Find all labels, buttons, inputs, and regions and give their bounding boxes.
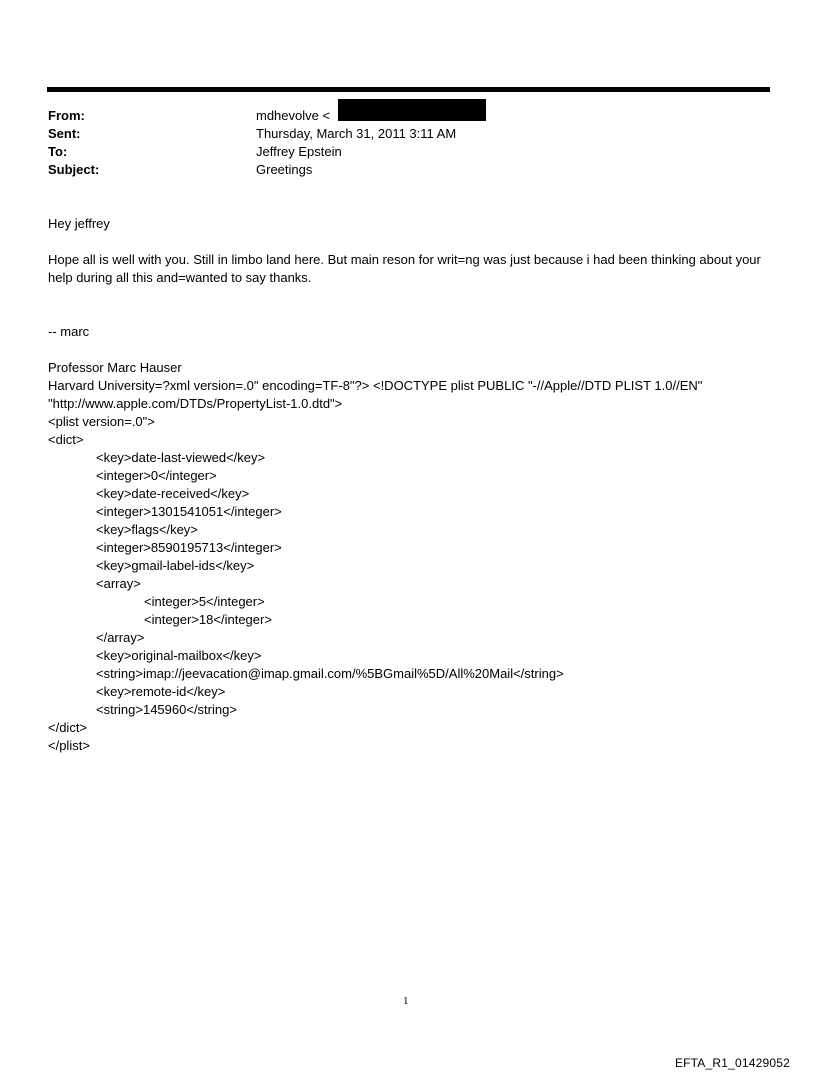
header-rule bbox=[47, 87, 770, 92]
plist-line: <integer>1301541051</integer> bbox=[96, 504, 282, 519]
subject-label: Subject: bbox=[48, 162, 100, 177]
document-id: EFTA_R1_01429052 bbox=[674, 1056, 790, 1070]
plist-line: <array> bbox=[96, 576, 141, 591]
plist-line: <string>imap://jeevacation@imap.gmail.com/%5BGmail%5D/All%20Mail</string> bbox=[96, 666, 564, 681]
plist-line: <integer>5</integer> bbox=[144, 594, 265, 609]
page-number: 1 bbox=[403, 995, 409, 1007]
message-paragraph: Hope all is well with you. Still in limbo land here. But main reson for writ=ng was just because i had been thinking about your help during all this and=wanted to say thanks. bbox=[48, 252, 761, 285]
dtd-url: "http://www.apple.com/DTDs/PropertyList-1.0.dtd"> bbox=[48, 396, 343, 411]
signature-name: Professor Marc Hauser bbox=[48, 360, 182, 375]
subject-value: Greetings bbox=[256, 162, 313, 177]
plist-line: <key>original-mailbox</key> bbox=[96, 648, 262, 663]
plist-line: <key>date-last-viewed</key> bbox=[96, 450, 266, 465]
to-label: To: bbox=[48, 144, 68, 159]
plist-line: </plist> bbox=[48, 738, 90, 753]
email-body bbox=[48, 215, 773, 755]
plist-line: <key>flags</key> bbox=[96, 522, 198, 537]
from-label: From: bbox=[48, 108, 85, 123]
signature-line: Harvard University=?xml version=.0" encoding=TF-8"?> <!DOCTYPE plist PUBLIC "-//Apple//DTD PLIST 1.0//EN" bbox=[48, 378, 703, 393]
plist-line: <integer>8590195713</integer> bbox=[96, 540, 282, 555]
plist-line: <key>date-received</key> bbox=[96, 486, 250, 501]
from-value: mdhevolve < bbox=[256, 108, 331, 123]
plist-line: <plist version=.0"> bbox=[48, 414, 155, 429]
plist-line: </array> bbox=[96, 630, 145, 645]
plist-line: </dict> bbox=[48, 720, 88, 735]
plist-line: <integer>18</integer> bbox=[144, 612, 272, 627]
plist-line: <string>145960</string> bbox=[96, 702, 237, 717]
plist-line: <key>remote-id</key> bbox=[96, 684, 226, 699]
sent-value: Thursday, March 31, 2011 3:11 AM bbox=[256, 126, 457, 141]
plist-line: <key>gmail-label-ids</key> bbox=[96, 558, 255, 573]
plist-line: <dict> bbox=[48, 432, 84, 447]
plist-line: <integer>0</integer> bbox=[96, 468, 217, 483]
greeting: Hey jeffrey bbox=[48, 216, 110, 231]
plist-block bbox=[48, 413, 773, 755]
to-value: Jeffrey Epstein bbox=[256, 144, 342, 159]
redaction-box bbox=[338, 99, 486, 121]
signoff: -- marc bbox=[48, 324, 90, 339]
sent-label: Sent: bbox=[48, 126, 81, 141]
